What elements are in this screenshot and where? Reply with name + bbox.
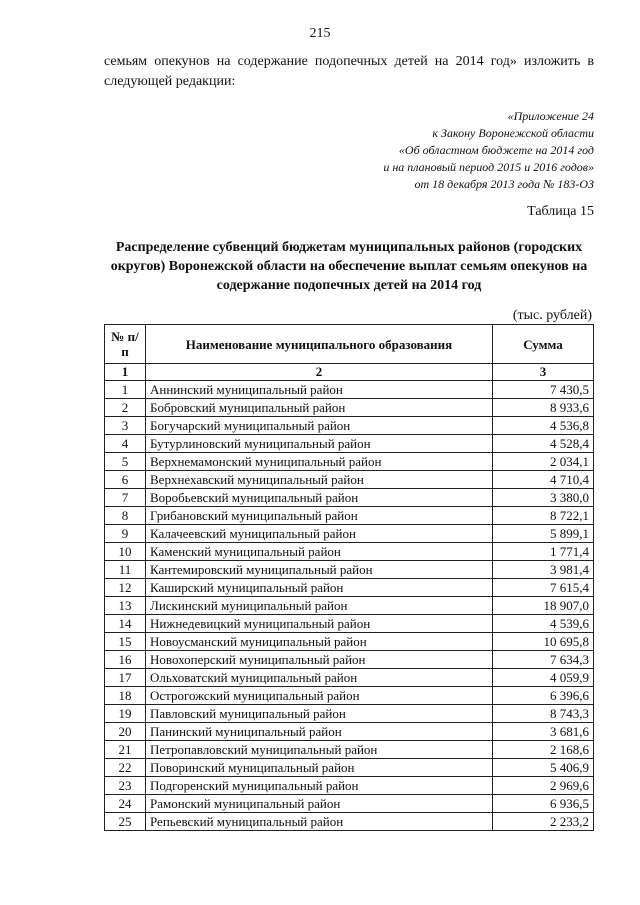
row-name: Панинский муниципальный район — [146, 723, 493, 741]
table-body — [105, 381, 594, 831]
row-sum: 4 536,8 — [493, 417, 594, 435]
row-name: Верхнемамонский муниципальный район — [146, 453, 493, 471]
column-number: 3 — [493, 364, 594, 381]
units-label: (тыс. рублей) — [512, 308, 592, 323]
row-sum: 7 634,3 — [493, 651, 594, 669]
row-sum: 2 233,2 — [493, 813, 594, 831]
row-number: 7 — [105, 489, 146, 507]
row-name: Репьевский муниципальный район — [146, 813, 493, 831]
row-sum: 6 936,5 — [493, 795, 594, 813]
row-number: 17 — [105, 669, 146, 687]
page-number: 215 — [309, 26, 331, 41]
row-number: 21 — [105, 741, 146, 759]
table-row — [105, 597, 594, 615]
row-name: Новохоперский муниципальный район — [146, 651, 493, 669]
document-title: Распределение субвенций бюджетам муниципальных районов (городских округов) Воронежской области на обеспечение выплат семьям опекунов на содержание подопечных детей на 2014 год — [110, 240, 588, 293]
row-sum: 2 969,6 — [493, 777, 594, 795]
row-number: 16 — [105, 651, 146, 669]
row-name: Нижнедевицкий муниципальный район — [146, 615, 493, 633]
appendix-reference — [234, 108, 594, 193]
column-header-name: Наименование муниципального образования — [146, 325, 493, 364]
table-row — [105, 813, 594, 831]
subsidy-table — [104, 324, 594, 831]
row-sum: 3 981,4 — [493, 561, 594, 579]
row-sum: 8 722,1 — [493, 507, 594, 525]
row-name: Павловский муниципальный район — [146, 705, 493, 723]
table-row — [105, 633, 594, 651]
row-number: 4 — [105, 435, 146, 453]
row-name: Бобровский муниципальный район — [146, 399, 493, 417]
row-number: 5 — [105, 453, 146, 471]
row-sum: 2 168,6 — [493, 741, 594, 759]
table-row — [105, 417, 594, 435]
row-sum: 4 059,9 — [493, 669, 594, 687]
table-label: Таблица 15 — [527, 204, 594, 219]
row-number: 1 — [105, 381, 146, 399]
table-row — [105, 399, 594, 417]
table-row — [105, 687, 594, 705]
row-number: 14 — [105, 615, 146, 633]
row-sum: 5 406,9 — [493, 759, 594, 777]
row-name: Богучарский муниципальный район — [146, 417, 493, 435]
row-sum: 8 743,3 — [493, 705, 594, 723]
table-row — [105, 669, 594, 687]
table-row — [105, 795, 594, 813]
row-name: Аннинский муниципальный район — [146, 381, 493, 399]
row-sum: 3 681,6 — [493, 723, 594, 741]
row-number: 8 — [105, 507, 146, 525]
row-sum: 1 771,4 — [493, 543, 594, 561]
row-sum: 5 899,1 — [493, 525, 594, 543]
row-name: Новоусманский муниципальный район — [146, 633, 493, 651]
row-number: 22 — [105, 759, 146, 777]
row-name: Ольховатский муниципальный район — [146, 669, 493, 687]
row-sum: 4 539,6 — [493, 615, 594, 633]
row-name: Рамонский муниципальный район — [146, 795, 493, 813]
row-name: Калачеевский муниципальный район — [146, 525, 493, 543]
table-row — [105, 579, 594, 597]
table-row — [105, 777, 594, 795]
row-sum: 7 430,5 — [493, 381, 594, 399]
appendix-line: «Приложение 24 — [507, 109, 594, 123]
row-number: 18 — [105, 687, 146, 705]
intro-text: семьям опекунов на содержание подопечных детей на 2014 год» изложить в следующей редакции: — [104, 54, 594, 89]
row-number: 12 — [105, 579, 146, 597]
row-name: Каменский муниципальный район — [146, 543, 493, 561]
row-name: Каширский муниципальный район — [146, 579, 493, 597]
row-sum: 4 710,4 — [493, 471, 594, 489]
row-name: Бутурлиновский муниципальный район — [146, 435, 493, 453]
row-name: Острогожский муниципальный район — [146, 687, 493, 705]
row-number: 10 — [105, 543, 146, 561]
table-row — [105, 561, 594, 579]
column-header-sum: Сумма — [493, 325, 594, 364]
table-row — [105, 471, 594, 489]
row-number: 3 — [105, 417, 146, 435]
row-number: 13 — [105, 597, 146, 615]
row-sum: 10 695,8 — [493, 633, 594, 651]
row-sum: 4 528,4 — [493, 435, 594, 453]
table-row — [105, 525, 594, 543]
row-number: 24 — [105, 795, 146, 813]
row-name: Поворинский муниципальный район — [146, 759, 493, 777]
table-row — [105, 489, 594, 507]
table-row — [105, 381, 594, 399]
table-row — [105, 453, 594, 471]
table-row — [105, 615, 594, 633]
row-number: 9 — [105, 525, 146, 543]
row-sum: 8 933,6 — [493, 399, 594, 417]
table-row — [105, 741, 594, 759]
appendix-line: «Об областном бюджете на 2014 год — [398, 143, 594, 157]
row-sum: 2 034,1 — [493, 453, 594, 471]
row-number: 25 — [105, 813, 146, 831]
row-sum: 6 396,6 — [493, 687, 594, 705]
row-name: Верхнехавский муниципальный район — [146, 471, 493, 489]
row-sum: 18 907,0 — [493, 597, 594, 615]
appendix-line: от 18 декабря 2013 года № 183-ОЗ — [414, 177, 594, 191]
column-header-num: № п/п — [105, 325, 146, 364]
table-row — [105, 759, 594, 777]
row-number: 23 — [105, 777, 146, 795]
row-number: 15 — [105, 633, 146, 651]
table-row — [105, 507, 594, 525]
row-name: Воробьевский муниципальный район — [146, 489, 493, 507]
table-row — [105, 705, 594, 723]
row-name: Лискинский муниципальный район — [146, 597, 493, 615]
column-number: 2 — [146, 364, 493, 381]
row-number: 19 — [105, 705, 146, 723]
row-number: 11 — [105, 561, 146, 579]
row-number: 20 — [105, 723, 146, 741]
row-sum: 3 380,0 — [493, 489, 594, 507]
row-sum: 7 615,4 — [493, 579, 594, 597]
appendix-line: и на плановый период 2015 и 2016 годов» — [383, 160, 594, 174]
column-number: 1 — [105, 364, 146, 381]
table-row — [105, 543, 594, 561]
row-name: Петропавловский муниципальный район — [146, 741, 493, 759]
table-row — [105, 435, 594, 453]
row-number: 6 — [105, 471, 146, 489]
column-number-row — [105, 364, 594, 381]
row-name: Грибановский муниципальный район — [146, 507, 493, 525]
row-name: Подгоренский муниципальный район — [146, 777, 493, 795]
table-header-row — [105, 325, 594, 364]
table-row — [105, 651, 594, 669]
appendix-line: к Закону Воронежской области — [432, 126, 594, 140]
table-row — [105, 723, 594, 741]
row-number: 2 — [105, 399, 146, 417]
row-name: Кантемировский муниципальный район — [146, 561, 493, 579]
